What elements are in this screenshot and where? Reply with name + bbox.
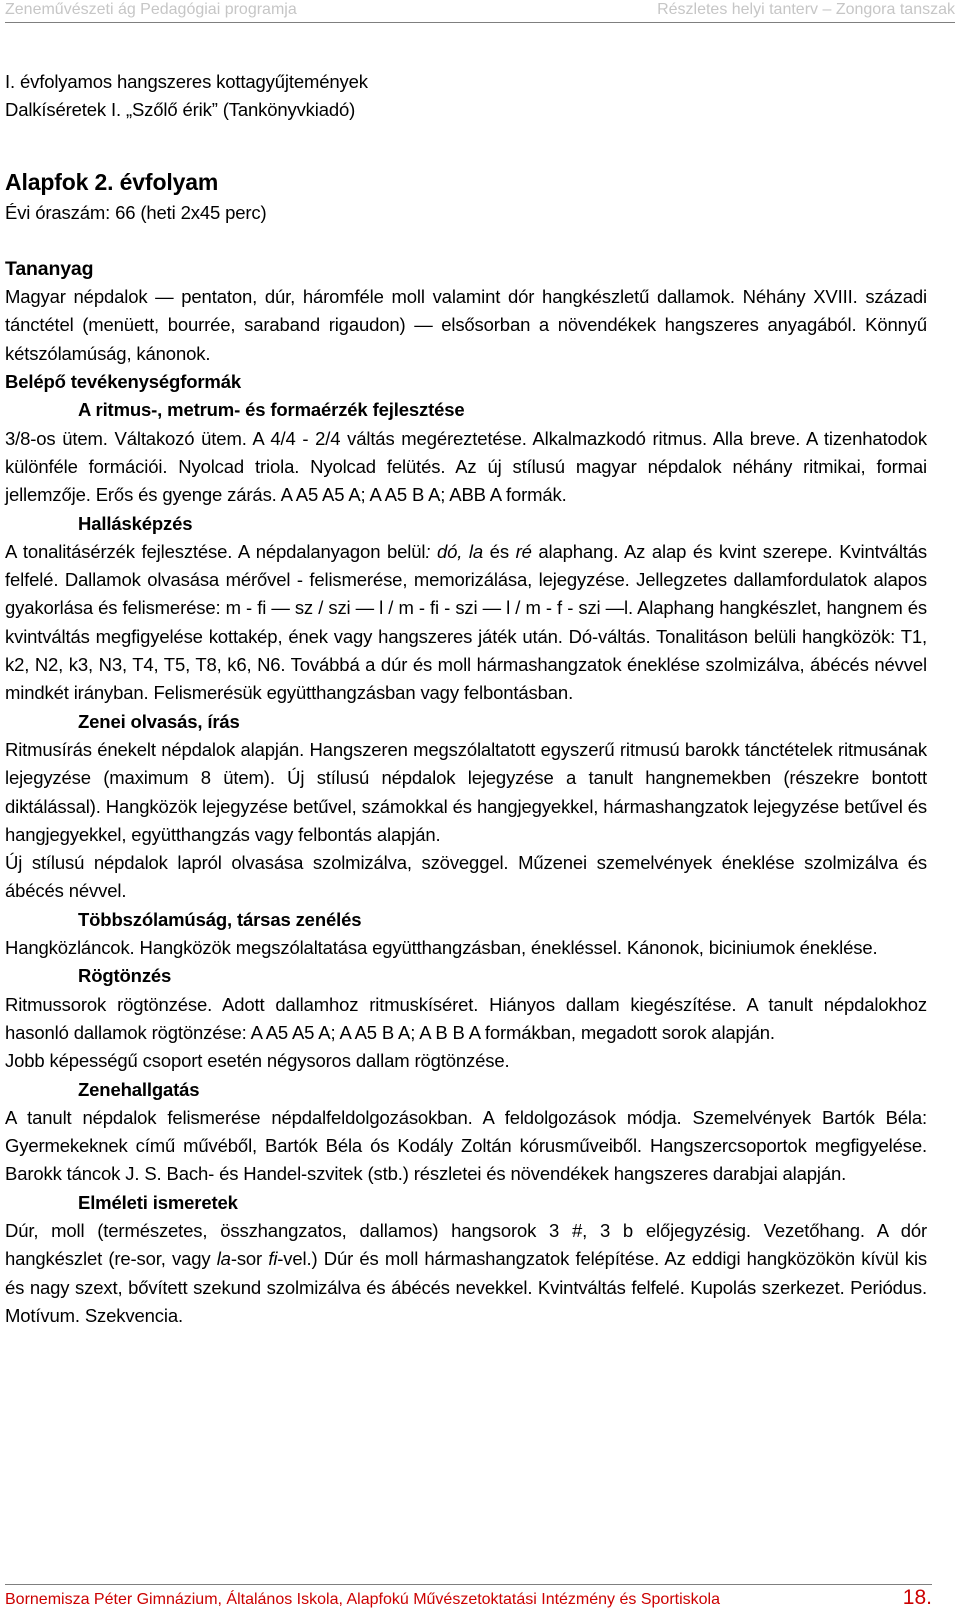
elmeleti-text bbox=[5, 1217, 927, 1330]
section-heading-belepo: Belépő tevékenységformák bbox=[5, 371, 241, 393]
italic-text-run: : dó, la bbox=[425, 540, 484, 562]
text-run: A tonalitásérzék fejlesztése. A népdalanyagon belül bbox=[5, 540, 426, 562]
paragraph: I. évfolyamos hangszeres kottagyűjtemények bbox=[5, 71, 368, 92]
footer-institution: Bornemisza Péter Gimnázium, Általános Iskola, Alapfokú Művészetoktatási Intézmény és Sportiskola bbox=[5, 1591, 720, 1608]
paragraph: Dalkíséretek I. „Szőlő érik” (Tankönyvkiadó) bbox=[5, 99, 356, 121]
page-footer bbox=[5, 1584, 932, 1615]
document-body bbox=[5, 68, 927, 1330]
header-right-title: Részletes helyi tanterv – Zongora tanszak bbox=[657, 1, 955, 18]
ritmus-text: 3/8-os ütem. Váltakozó ütem. A 4/4 - 2/4 váltás megéreztetése. Alkalmazkodó ritmus. Alla breve. A tizenhatodok különféle formációi. Nyolcad triola. Nyolcad felütés. Az új stílusú magyar népdalok néhány ritmikai, formai jellemzője. Erős és gyenge zárás. A A5 A5 A; A A5 B A; ABB A formák. bbox=[5, 427, 927, 506]
olvasas-text-1: Ritmusírás énekelt népdalok alapján. Hangszeren megszólaltatott egyszerű ritmusú barokk tánctételek ritmusának lejegyzése (maximum 8 ütem). Új stílusú népdalok lejegyzése a tanult hangnemekben (részekre bontott diktálással). Hangközök lejegyzése betűvel, számokkal és hangjegyekkel, hármashangzatok lejegyzése betűvel és hangjegyekkel, együtthangzás vagy felbontás alapján. bbox=[5, 738, 927, 845]
text-run: Dúr, moll (természetes, összhangzatos, dallamos) hangsorok 3 #, 3 b előjegyzésig. Vezetőhang. A dór hangkészlet (re-sor, vagy bbox=[5, 1219, 927, 1270]
subheading-rogtonzes: Rögtönzés bbox=[78, 965, 172, 987]
text-run: és bbox=[483, 540, 516, 562]
hallaskepzes-text bbox=[5, 538, 927, 708]
zenehallgatas-text: A tanult népdalok felismerése népdalfeldolgozásokban. A feldolgozások módja. Szemelvények Bartók Béla: Gyermekeknek című művéből, Bartók Béla ós Kodály Zoltán kórusműveiből. Hangszercsoportok megfigyelése. Barokk táncok J. S. Bach- és Handel-szvitek (stb.) részletei és növendékek hangszeres darabjai alapján. bbox=[5, 1106, 927, 1185]
text-run: alaphang. Az alap és kvint szerepe. Kvintváltás felfelé. Dallamok olvasása mérővel - felismerése, memorizálása, lejegyzése. Jellegzetes dallamfordulatok alapos gyakorlása és felismerése: m - fi — sz / szi — l / m - fi - szi — l / m - f - szi —l. Alaphang hangkészlet, hangnem és kvintváltás megfigyelése kottakép, ének vagy hangszeres játék után. Dó-váltás. Tonalitáson belüli hangközök: T1, k2, N2, k3, N3, T4, T5, T8, k6, N6. Továbbá a dúr és moll hármashangzatok éneklése szolmizálva, ábécés névvel mindkét irányban. Felismerésük együtthangzásban vagy felbontásban. bbox=[5, 540, 928, 704]
subheading-tobbszolamusag: Többszólamúság, társas zenélés bbox=[78, 908, 362, 930]
header-left-title: Zeneművészeti ág Pedagógiai programja bbox=[5, 1, 297, 18]
hours-line: Évi óraszám: 66 (heti 2x45 perc) bbox=[5, 201, 267, 223]
subheading-zenehallgatas: Zenehallgatás bbox=[78, 1078, 200, 1100]
olvasas-text-2: Új stílusú népdalok lapról olvasása szolmizálva, szöveggel. Műzenei szemelvények éneklése szolmizálva és ábécés névvel. bbox=[5, 852, 927, 902]
page-header bbox=[5, 0, 955, 23]
page-title: Alapfok 2. évfolyam bbox=[5, 168, 219, 195]
page-number: 18. bbox=[902, 1586, 932, 1609]
rogtonzes-text-2: Jobb képességű csoport esetén négysoros dallam rögtönzése. bbox=[5, 1050, 510, 1072]
subheading-hallaskepzes: Hallásképzés bbox=[78, 512, 193, 534]
subheading-elmeleti: Elméleti ismeretek bbox=[78, 1191, 238, 1213]
text-run: -sor bbox=[230, 1248, 269, 1270]
italic-text-run: fi bbox=[268, 1248, 278, 1270]
rogtonzes-text-1: Ritmussorok rögtönzése. Adott dallamhoz ritmuskíséret. Hiányos dallam kiegészítése. A tanult népdalokhoz hasonló dallamok rögtönzése: A A5 A5 A; A A5 B A; A B B A formákban, megadott sorok alapján. bbox=[5, 993, 927, 1043]
tananyag-text: Magyar népdalok — pentaton, dúr, háromféle moll valamint dór hangkészletű dallamok. Néhány XVIII. századi tánctétel (menüett, bourrée, saraband rigaudon) — elsősorban a növendékek hangszeres anyagából. Könnyű kétszólamúság, kánonok. bbox=[5, 286, 927, 364]
subheading-ritmus: A ritmus-, metrum- és formaérzék fejlesztése bbox=[78, 399, 465, 421]
italic-text-run: la bbox=[216, 1248, 231, 1270]
italic-text-run: ré bbox=[515, 540, 532, 562]
tobbszolamusag-text: Hangközláncok. Hangközök megszólaltatása együtthangzásban, énekléssel. Kánonok, biciniumok éneklése. bbox=[5, 937, 878, 959]
subheading-olvasas: Zenei olvasás, írás bbox=[78, 710, 240, 732]
section-heading-tananyag: Tananyag bbox=[5, 257, 94, 280]
text-run: -vel.) Dúr és moll hármashangzatok felépítése. Az eddigi hangközökön kívül kis és nagy szext, bővített szekund szolmizálva és ábécés nevekkel. Kvintváltás felfelé. Kupolás szerkezet. Periódus. Motívum. Szekvencia. bbox=[5, 1248, 928, 1326]
